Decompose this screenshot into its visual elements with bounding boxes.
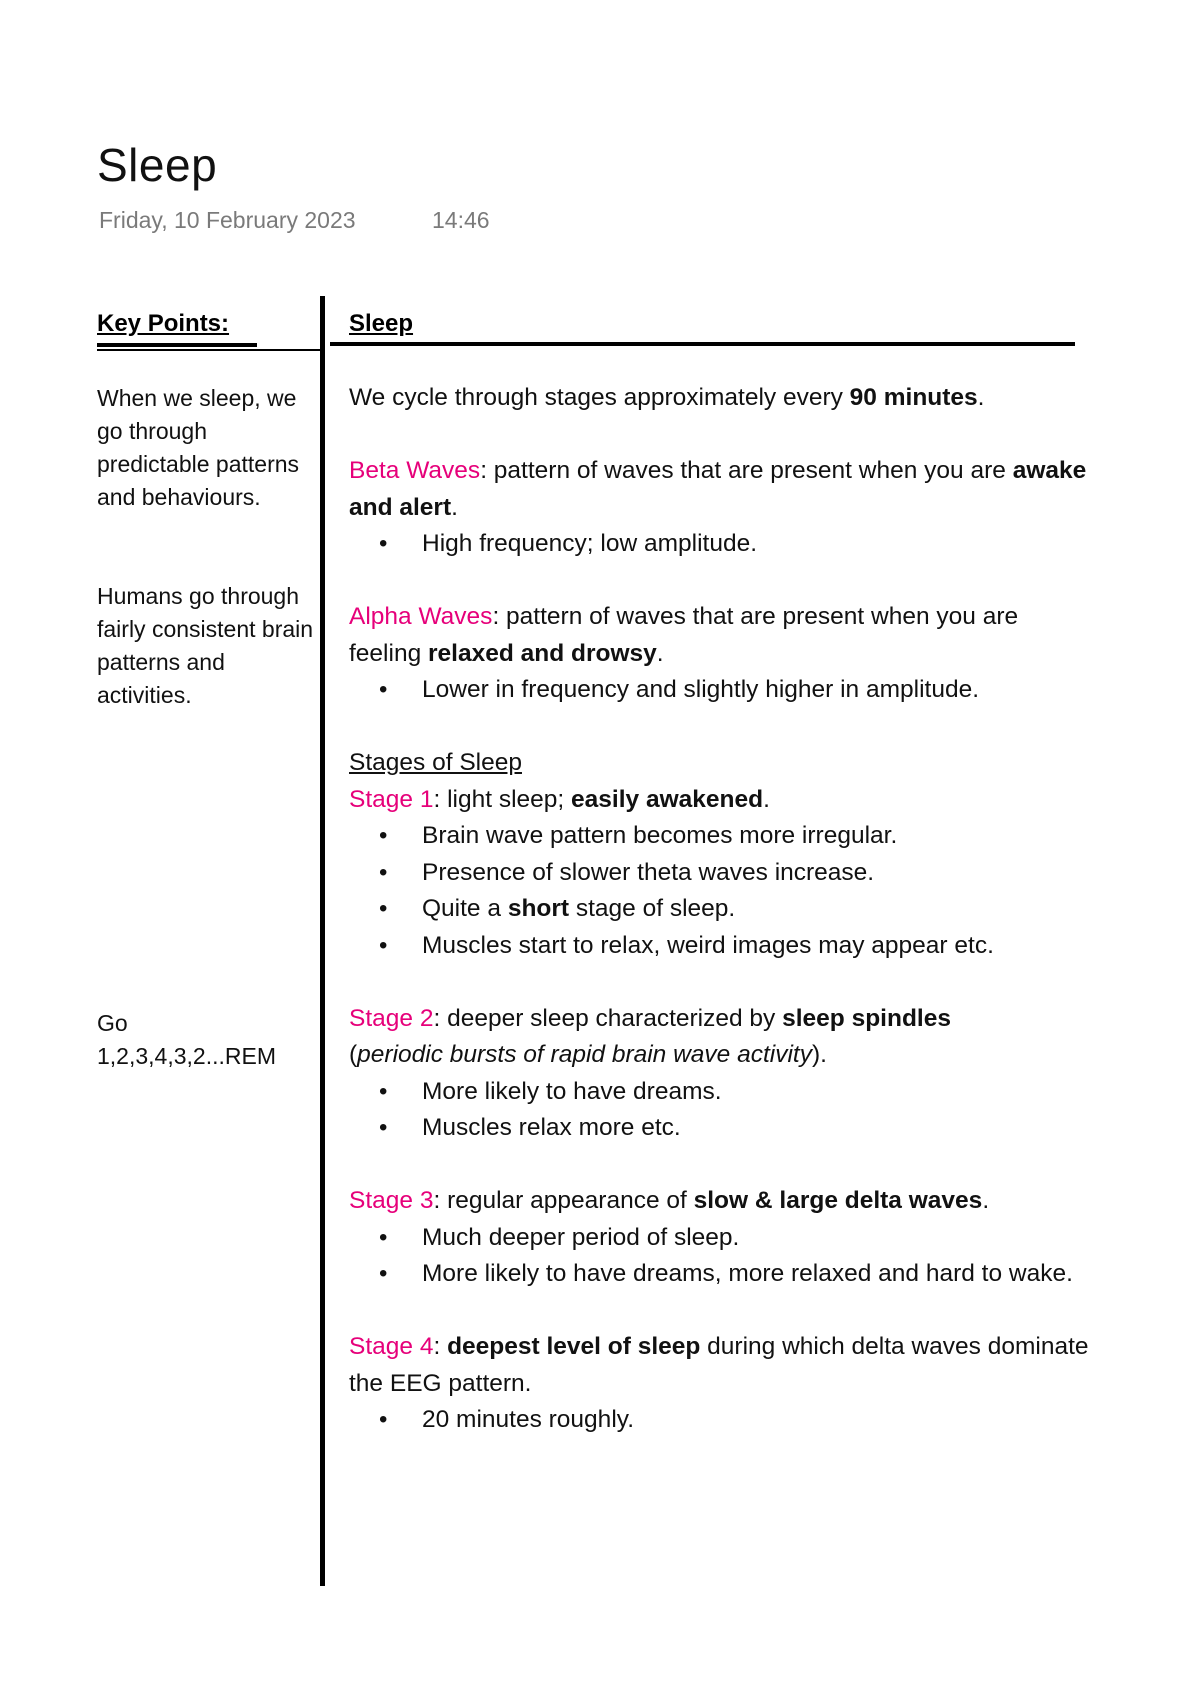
list-item: • High frequency; low amplitude.	[349, 526, 1089, 563]
stage4-list	[349, 1402, 1089, 1439]
beta-label: Beta Waves	[349, 457, 481, 484]
page-date: Friday, 10 February 2023	[99, 207, 356, 233]
stage2-list	[349, 1074, 1089, 1147]
notes-heading: Sleep	[349, 310, 414, 337]
key-points-heading: Key Points:	[97, 310, 230, 337]
page-title: Sleep	[97, 139, 218, 191]
notes-rule	[330, 342, 1075, 346]
alpha-list	[349, 672, 1089, 709]
beta-list	[349, 526, 1089, 563]
notes-body	[349, 380, 1089, 1439]
stage3-list	[349, 1220, 1089, 1293]
list-item: • 20 minutes roughly.	[349, 1402, 1089, 1439]
list-item: • Quite a short stage of sleep.	[349, 891, 1089, 928]
key-point-note	[97, 1007, 317, 1073]
list-item: • Presence of slower theta waves increase.	[349, 855, 1089, 892]
stage3-paragraph: Stage 3: regular appearance of slow & large delta waves.	[349, 1187, 990, 1214]
column-divider	[320, 296, 325, 1586]
stage2-paragraph: Stage 2: deeper sleep characterized by sleep spindles (periodic bursts of rapid brain wave activity).	[349, 1004, 951, 1068]
page-time: 14:46	[432, 207, 490, 233]
alpha-label: Alpha Waves	[349, 603, 493, 630]
stage1-paragraph: Stage 1: light sleep; easily awakened.	[349, 785, 770, 813]
stage1-label: Stage 1	[349, 785, 434, 813]
list-item: • More likely to have dreams, more relaxed and hard to wake.	[349, 1256, 1089, 1293]
list-item: • Muscles relax more etc.	[349, 1110, 1089, 1147]
key-point-note: Humans go through fairly consistent brain patterns and activities.	[97, 583, 314, 708]
key-points-rule-thin	[97, 349, 322, 351]
key-point-note: When we sleep, we go through predictable patterns and behaviours.	[97, 385, 300, 510]
list-item: • Lower in frequency and slightly higher in amplitude.	[349, 672, 1089, 709]
note-line: 1,2,3,4,3,2...REM	[97, 1043, 276, 1069]
intro-paragraph: We cycle through stages approximately every 90 minutes.	[349, 384, 985, 411]
stages-heading: Stages of Sleep	[349, 749, 522, 776]
stage2-label: Stage 2	[349, 1004, 434, 1032]
alpha-paragraph: Alpha Waves: pattern of waves that are present when you are feeling relaxed and drowsy.	[349, 603, 1019, 667]
stage1-list	[349, 818, 1089, 964]
list-item: • More likely to have dreams.	[349, 1074, 1089, 1111]
list-item: • Much deeper period of sleep.	[349, 1220, 1089, 1257]
stage3-label: Stage 3	[349, 1187, 434, 1214]
key-points-rule	[97, 343, 257, 347]
stage4-label: Stage 4	[349, 1333, 434, 1360]
beta-paragraph: Beta Waves: pattern of waves that are present when you are awake and alert.	[349, 457, 1087, 521]
list-item: • Muscles start to relax, weird images may appear etc.	[349, 928, 1089, 965]
note-line: Go	[97, 1010, 128, 1036]
stage4-paragraph: Stage 4: deepest level of sleep during which delta waves dominate the EEG pattern.	[349, 1333, 1089, 1397]
list-item: • Brain wave pattern becomes more irregular.	[349, 818, 1089, 855]
